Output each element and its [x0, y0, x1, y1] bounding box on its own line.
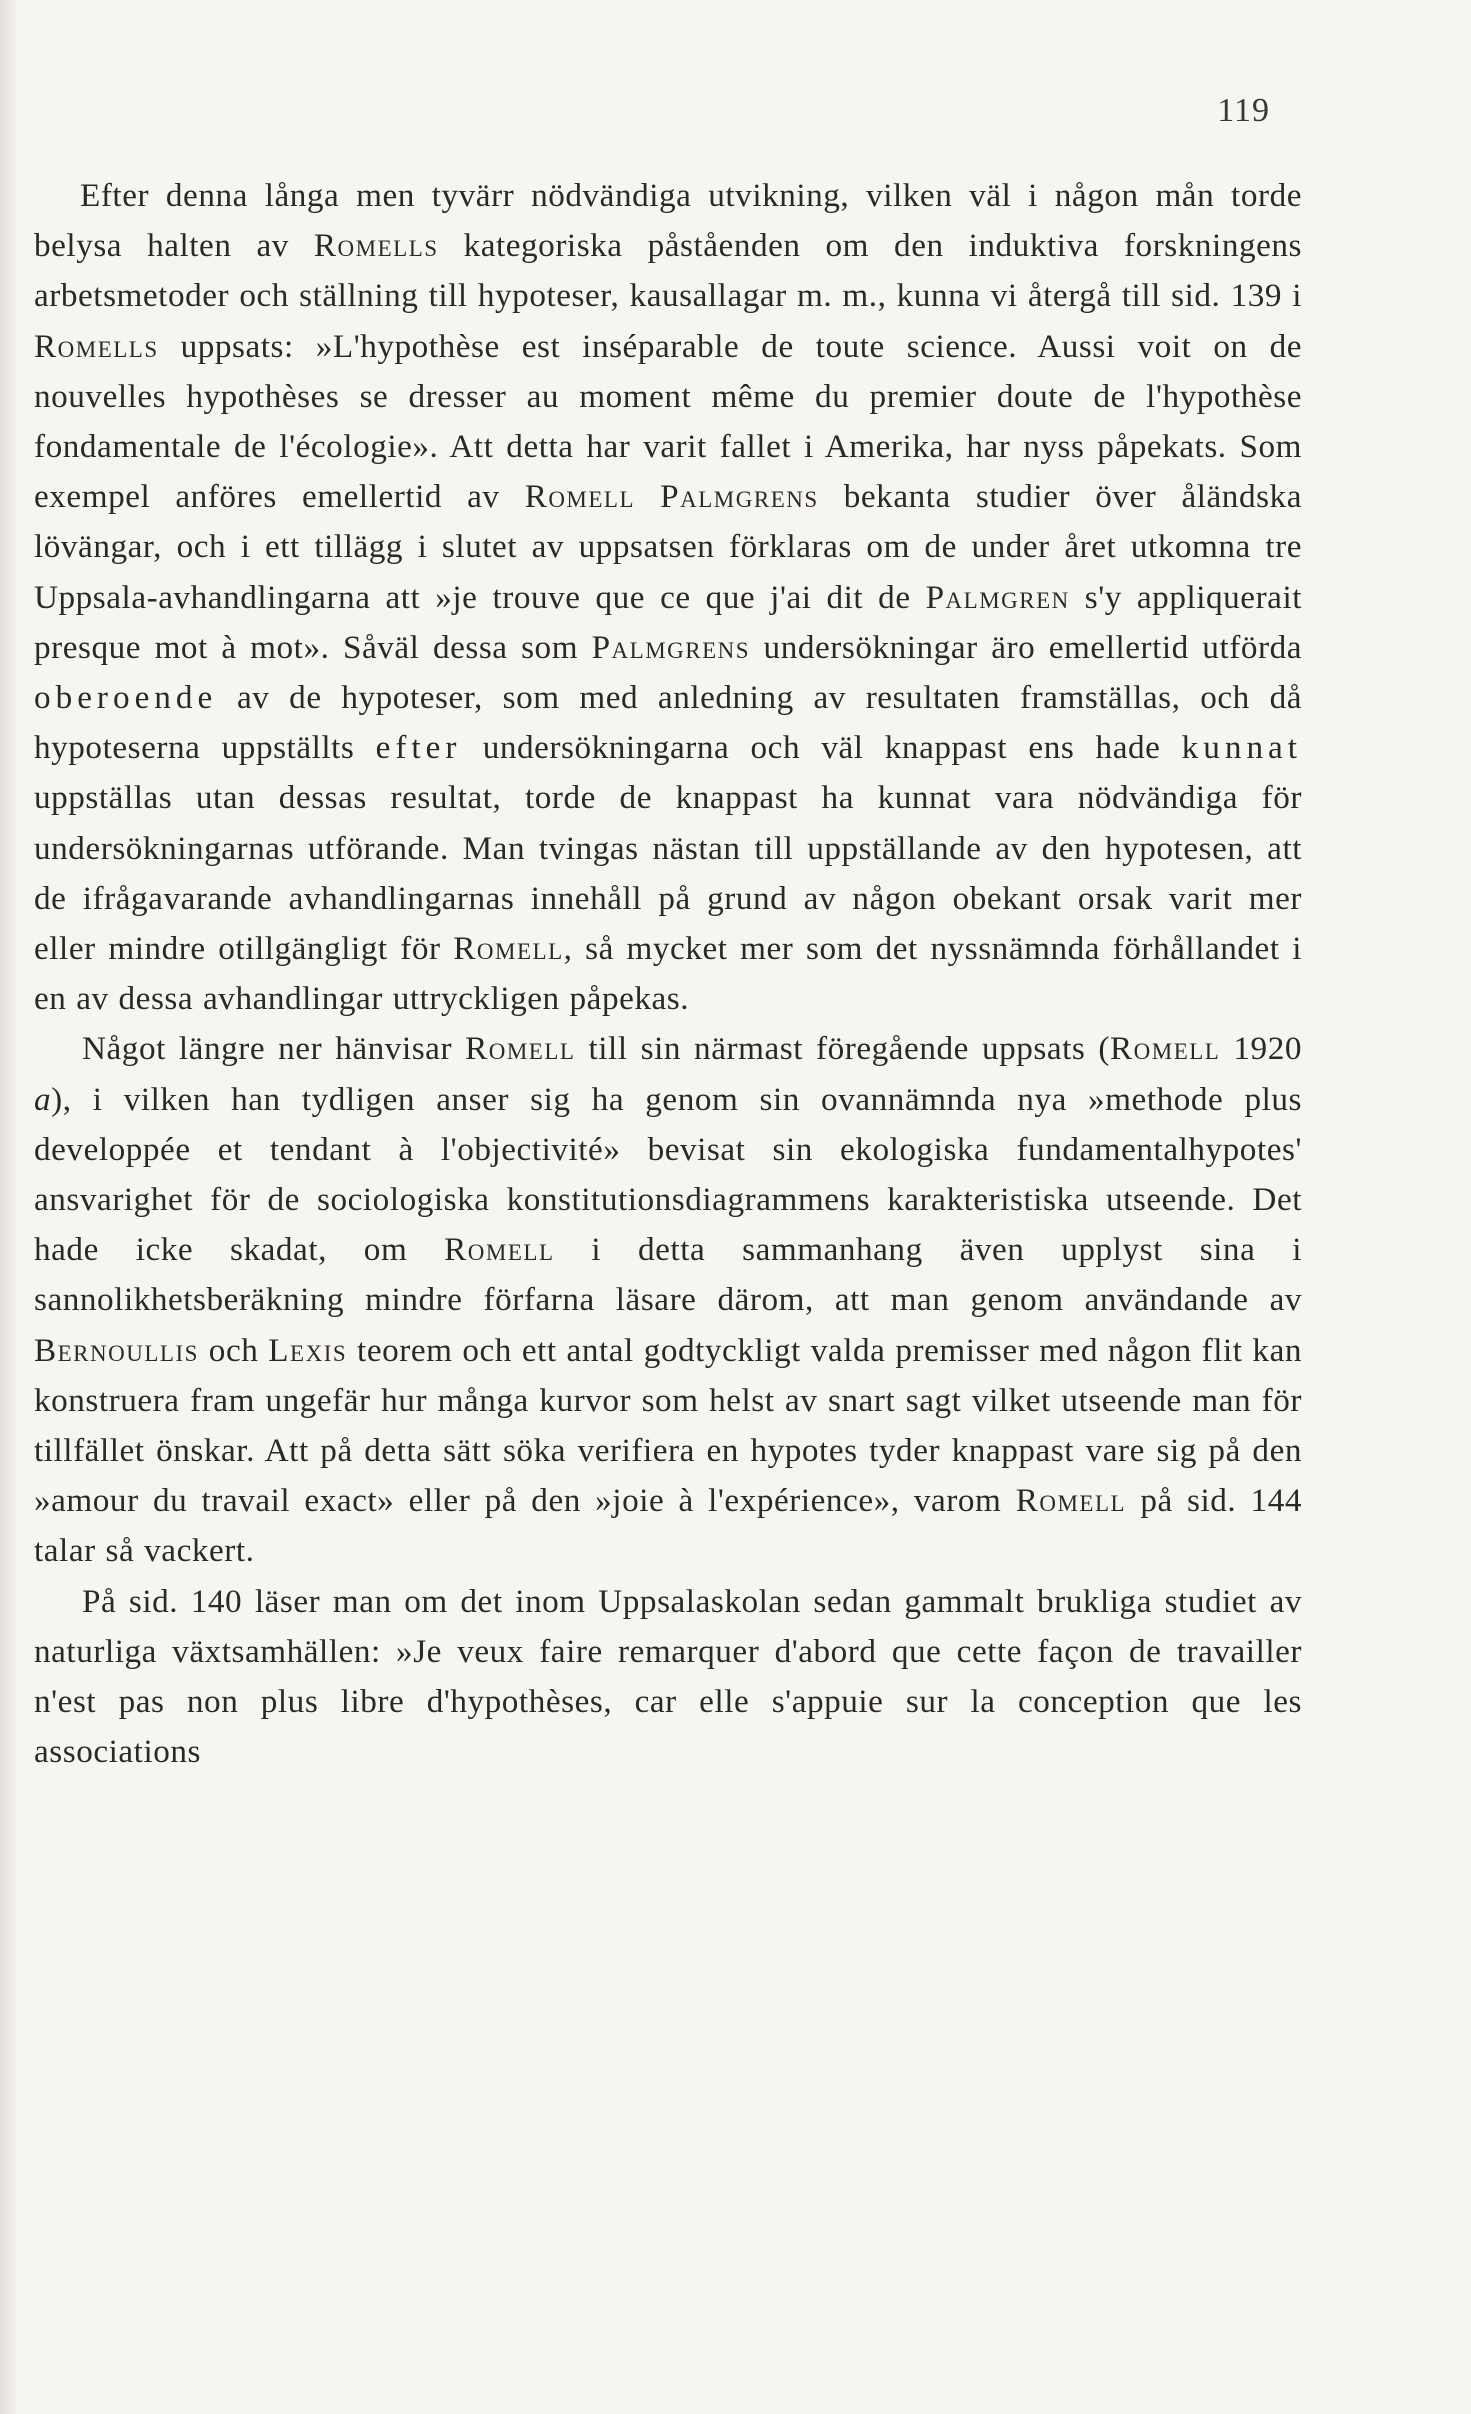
text-run: till sin närmast föregående uppsats (	[575, 1030, 1111, 1068]
text-run: 1920	[1220, 1030, 1302, 1068]
author-name: Bernoullis	[34, 1331, 199, 1369]
text-run: på sid. 144 talar så vackert.	[34, 1482, 1302, 1570]
paragraph-1	[34, 171, 1302, 1024]
author-name: Romell	[465, 1030, 576, 1068]
spaced-emphasis: efter	[375, 729, 462, 767]
author-name: Romell	[1015, 1482, 1127, 1520]
author-name: Romell	[1110, 1030, 1221, 1068]
body-text	[34, 171, 1302, 1778]
author-name: Romell	[444, 1231, 555, 1269]
page-edge-shadow	[0, 0, 18, 2414]
text-run: Något längre ner hänvisar	[82, 1030, 466, 1068]
text-run: undersökningarna och väl knappast ens hade	[461, 729, 1182, 767]
text-run: och	[198, 1331, 269, 1369]
author-name: Palmgrens	[660, 478, 819, 516]
text-run: ), i vilken han tydligen anser sig ha genom sin ovannämnda nya »methode plus developpée et tendant à l'objectivité» bevisat sin ekologiska fundamentalhypotes' ansvarighet för de sociologiska konstitutionsdiagrammens karakteristiska utseende. Det hade icke skadat, om	[34, 1080, 1302, 1269]
text-run: bekanta studier över åländska lövängar, och i ett tillägg i slutet av uppsatsen förklaras om de under året utkomna tre Uppsala-avhandlingarna att »je trouve que ce que j'ai dit de	[34, 478, 1302, 616]
paragraph-3	[34, 1577, 1302, 1778]
text-run: i detta sammanhang även upplyst sina i sannolikhetsberäkning mindre förfarna läsare därom, att man genom användande av	[34, 1231, 1302, 1319]
spaced-emphasis: kunnat	[1181, 729, 1302, 767]
author-name: Lexis	[268, 1331, 348, 1369]
text-run: kategoriska påståenden om den induktiva forskningens arbetsmetoder och ställning till hypoteser, kausallagar m. m., kunna vi återgå till sid. 139 i	[34, 227, 1302, 315]
text-run: uppsats: »L'hypothèse est inséparable de toute science. Aussi voit on de nouvelles hypothèses se dresser au moment même du premier doute de l'hypothèse fondamentale de l'écologie». Att detta har varit fallet i Amerika, har nyss påpekats. Som exempel anföres emellertid av	[34, 327, 1302, 516]
author-name: Palmgren	[925, 578, 1070, 616]
text-run: Efter denna långa men tyvärr nödvändiga utvikning, vilken väl i någon mån torde belysa halten av	[34, 177, 1302, 265]
text-run: undersökningar äro emellertid utförda	[750, 628, 1302, 666]
spaced-emphasis: oberoende	[34, 679, 218, 717]
page-number: 119	[1217, 92, 1270, 129]
text-run: av de hypoteser, som med anledning av resultaten framställas, och då hypoteserna uppställts	[34, 679, 1302, 767]
text-run: uppställas utan dessas resultat, torde de knappast ha kunnat vara nödvändiga för undersökningarnas utförande. Man tvingas nästan till uppställande av den hypotesen, att de ifrågavarande avhandlingarnas innehåll på grund av någon obekant orsak varit mer eller mindre otillgängligt för	[34, 779, 1302, 968]
paragraph-2	[34, 1024, 1302, 1576]
text-run: På sid. 140 läser man om det inom Uppsalaskolan sedan gammalt brukliga studiet av naturliga växtsamhällen: »Je veux faire remarquer d'abord que cette façon de travailler n'est pas non plus libre d'hypothèses, car elle s'appuie sur la conception que les associations	[34, 1582, 1302, 1771]
text-run: teorem och ett antal godtyckligt valda premisser med någon flit kan konstruera fram ungefär hur många kurvor som helst av snart sagt vilket utseende man för tillfället önskar. Att på detta sätt söka verifiera en hypotes tyder knappast vare sig på den »amour du travail exact» eller på den »joie à l'expérience», varom	[34, 1331, 1302, 1520]
author-name: Palmgrens	[591, 628, 751, 666]
author-name: Romells	[313, 227, 439, 265]
author-name: Romells	[34, 327, 159, 365]
author-name: Romell	[453, 930, 564, 968]
author-name: Romell	[524, 478, 636, 516]
text-run: , så mycket mer som det nyssnämnda förhållandet i en av dessa avhandlingar uttryckligen påpekas.	[34, 930, 1302, 1018]
italic-citation-letter: a	[34, 1080, 52, 1118]
text-run: s'y appliquerait presque mot à mot». Såväl dessa som	[34, 578, 1302, 666]
